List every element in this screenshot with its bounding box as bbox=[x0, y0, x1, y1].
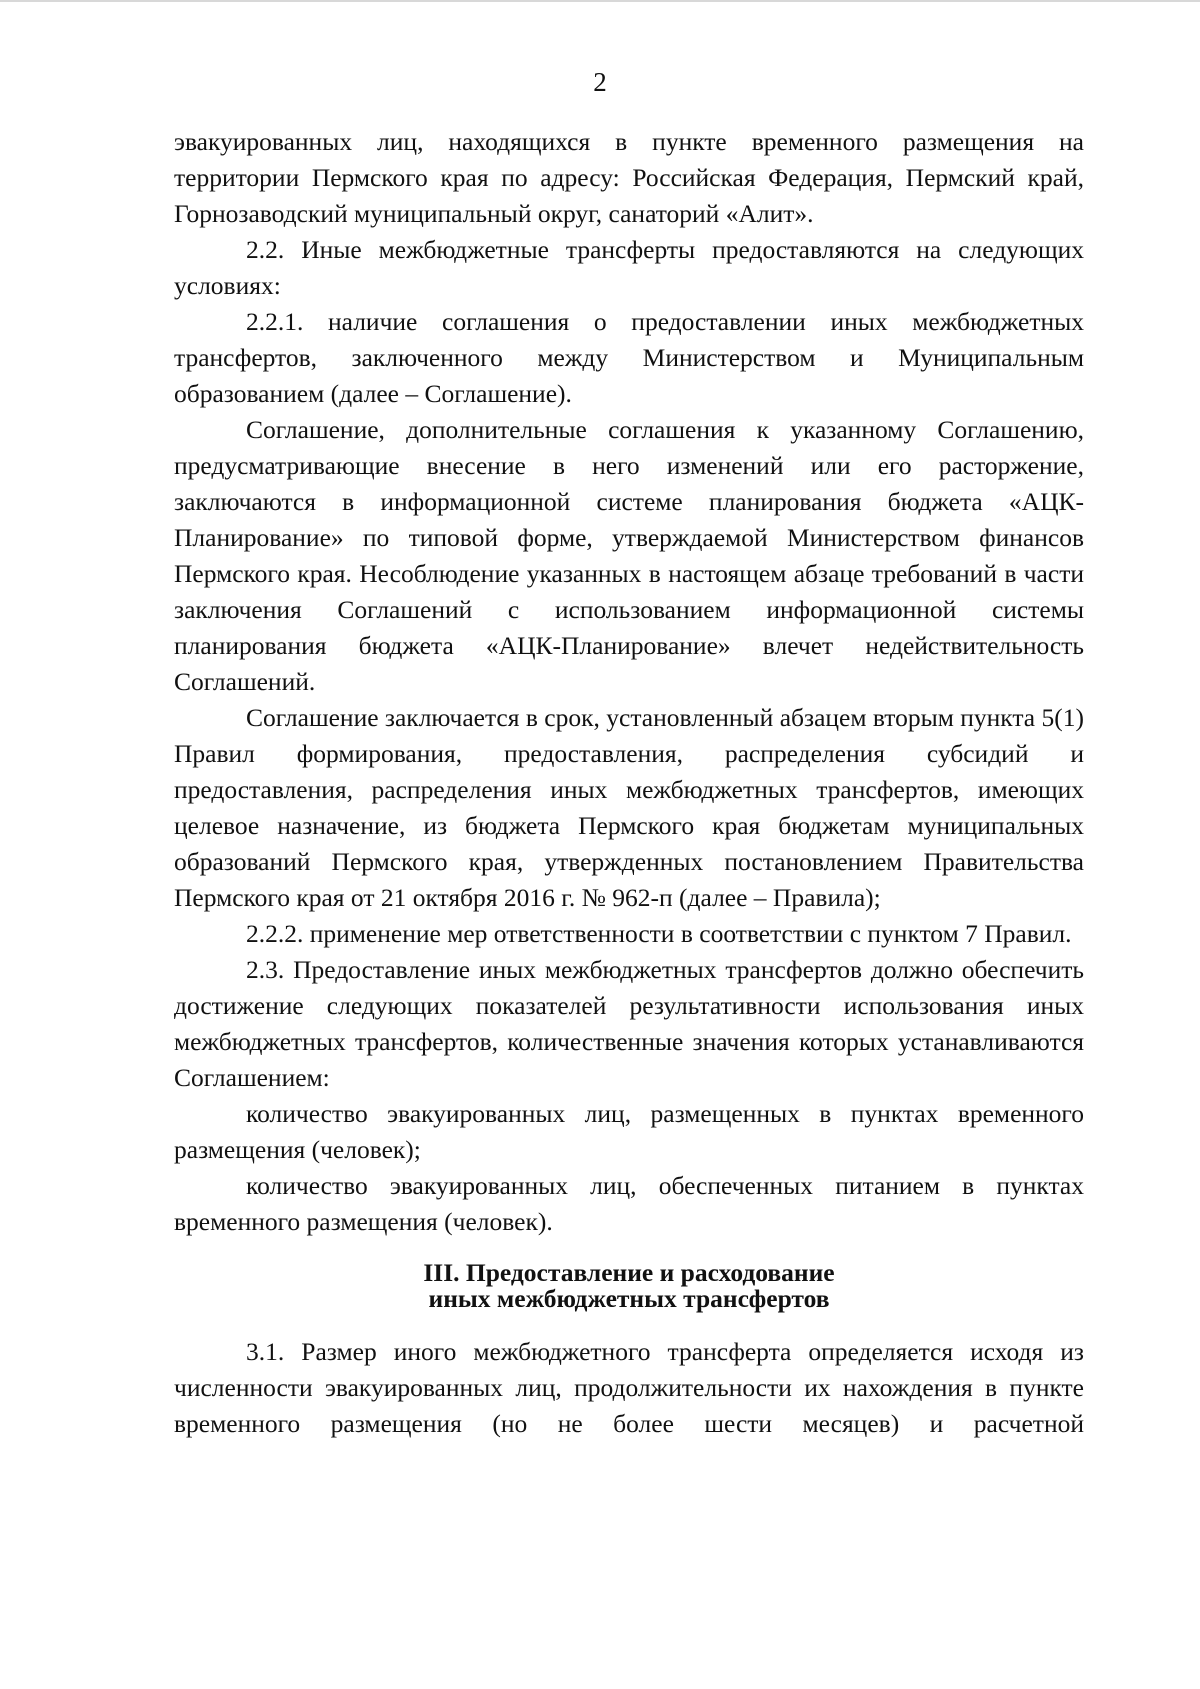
section-heading-iii bbox=[174, 1260, 1084, 1312]
section-heading-line-2: иных межбюджетных трансфертов bbox=[428, 1284, 830, 1313]
document-body bbox=[174, 124, 1084, 1442]
paragraph-2-2-2: 2.2.2. применение мер ответственности в соответствии с пунктом 7 Правил. bbox=[246, 919, 1072, 948]
paragraph-2-2-1: 2.2.1. наличие соглашения о предоставлении иных межбюджетных трансфертов, заключенного между Министерством и Муниципальным образованием (далее – Соглашение). bbox=[174, 307, 1084, 408]
paragraph-agreement-deadline: Соглашение заключается в срок, установленный абзацем вторым пункта 5(1) Правил формирования, предоставления, распределения субсидий и предоставления, распределения иных межбюджетных трансфертов, имеющих целевое назначение, из бюджета Пермского края бюджетам муниципальных образований Пермского края, утвержденных постановлением Правительства Пермского края от 21 октября 2016 г. № 962-п (далее – Правила); bbox=[174, 703, 1084, 912]
paragraph-2-3: 2.3. Предоставление иных межбюджетных трансфертов должно обеспечить достижение следующих показателей результативности использования иных межбюджетных трансфертов, количественные значения которых устанавливаются Соглашением: bbox=[174, 955, 1084, 1092]
page-number: 2 bbox=[593, 67, 607, 97]
paragraph-agreement-system: Соглашение, дополнительные соглашения к указанному Соглашению, предусматривающие внесение в него изменений или его расторжение, заключаются в информационной системе планирования бюджета «АЦК-Планирование» по типовой форме, утверждаемой Министерством финансов Пермского края. Несоблюдение указанных в настоящем абзаце требований в части заключения Соглашений с использованием информационной системы планирования бюджета «АЦК-Планирование» влечет недействительность Соглашений. bbox=[174, 415, 1084, 696]
section-heading-line-1: III. Предоставление и расходование bbox=[423, 1258, 835, 1287]
indicator-fed-persons: количество эвакуированных лиц, обеспеченных питанием в пунктах временного размещения (человек). bbox=[174, 1171, 1084, 1236]
indicator-placed-persons: количество эвакуированных лиц, размещенных в пунктах временного размещения (человек); bbox=[174, 1099, 1084, 1164]
paragraph-evacuees-location: эвакуированных лиц, находящихся в пункте временного размещения на территории Пермского края по адресу: Российская Федерация, Пермский край, Горнозаводский муниципальный округ, санаторий «Алит». bbox=[174, 127, 1084, 228]
paragraph-3-1: 3.1. Размер иного межбюджетного трансферта определяется исходя из численности эвакуированных лиц, продолжительности их нахождения в пункте временного размещения (но не более шести месяцев) и расчетной bbox=[174, 1337, 1084, 1438]
paragraph-2-2: 2.2. Иные межбюджетные трансферты предоставляются на следующих условиях: bbox=[174, 235, 1084, 300]
